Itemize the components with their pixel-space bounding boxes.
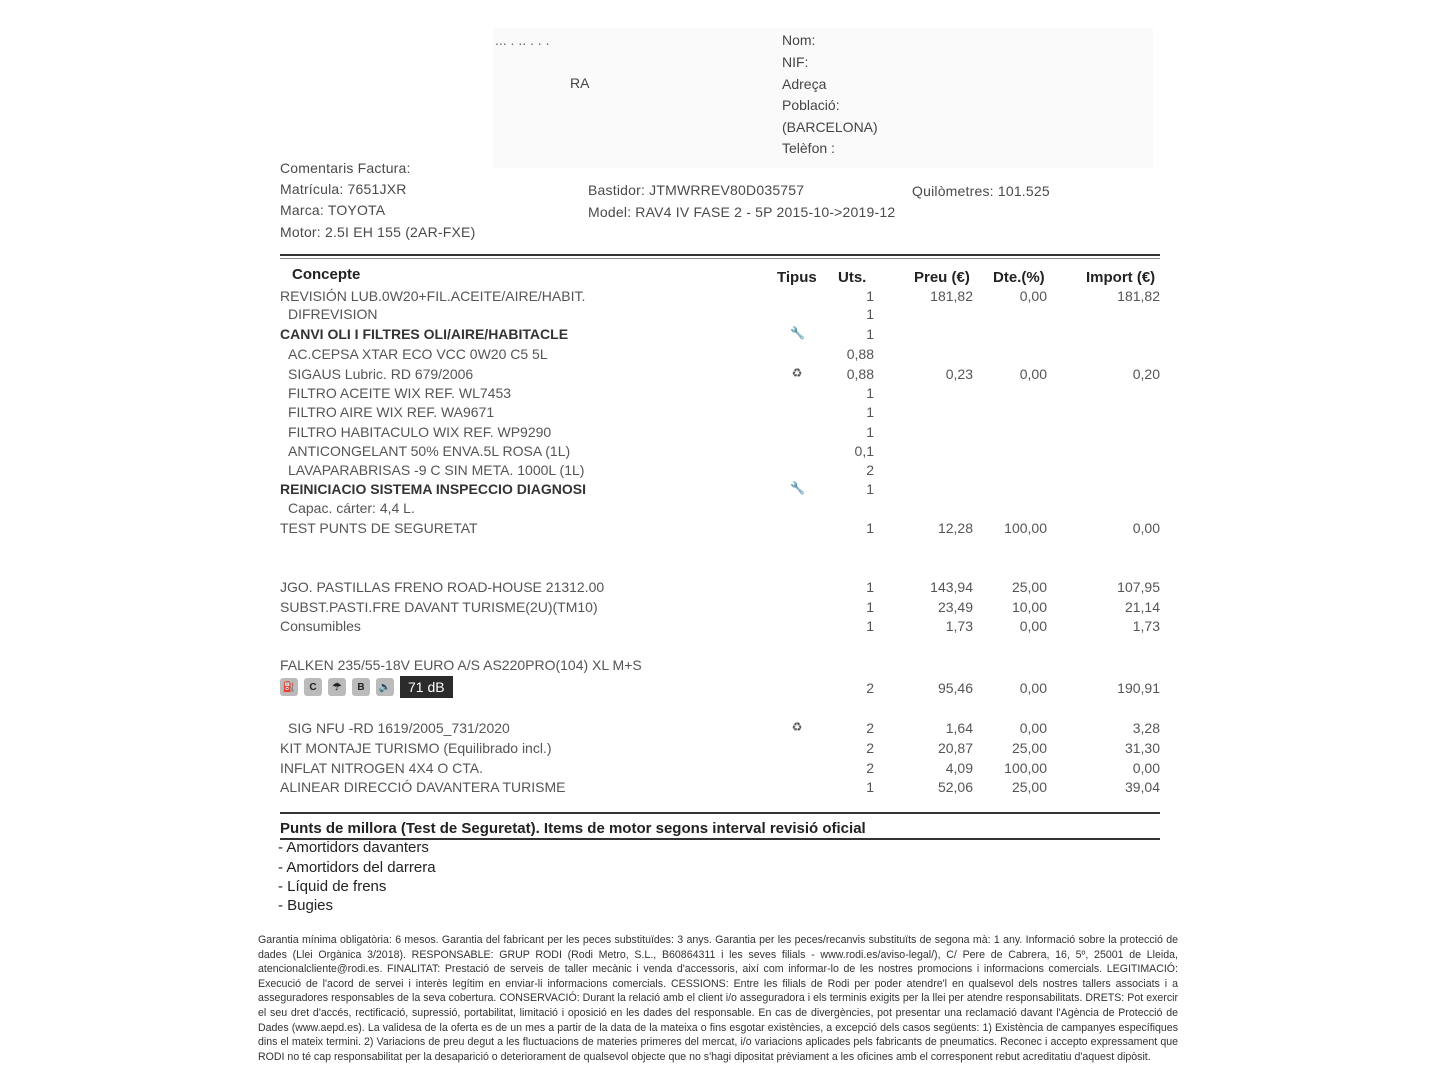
table-row — [0, 385, 1440, 405]
table-row — [0, 680, 1440, 700]
col-header-discount: Dte.(%) — [993, 269, 1045, 286]
line-description: FILTRO HABITACULO WIX REF. WP9290 — [288, 424, 552, 440]
line-description: SUBST.PASTI.FRE DAVANT TURISME(2U)(TM10) — [280, 599, 598, 615]
line-description: ANTICONGELANT 50% ENVA.5L ROSA (1L) — [288, 443, 571, 459]
line-description: CANVI OLI I FILTRES OLI/AIRE/HABITACLE — [280, 326, 569, 342]
line-units: 1 — [866, 424, 874, 440]
table-row — [0, 618, 1440, 638]
line-amount: 31,30 — [1124, 740, 1160, 756]
line-description: ALINEAR DIRECCIÓ DAVANTERA TURISME — [280, 779, 566, 795]
line-units: 0,1 — [854, 443, 874, 459]
line-units: 0,88 — [846, 366, 874, 382]
line-amount: 107,95 — [1117, 579, 1160, 595]
line-price: 23,49 — [937, 599, 973, 615]
legal-terms: Garantia mínima obligatòria: 6 mesos. Garantia del fabricant per les peces substituïdes: 3 anys. Garantia per les peces/recanvis substituïts de segona mà: 1 any. Informació sobre la protecció de dades (Llei Orgànica 3/2018). RESPONSABLE: GRUP RODI (Rodi Metro, S.L., B60864311 i les seves filials - www.rodi.es/aviso-legal/), C/ Pere de Cabrera, 16, 5º, 25001 de Lleida, atencionalcliente@rodi.es. FINALITAT: Prestació de serveis de taller mecànic i venda d'accessoris, així com informar-lo de les nostres promocions i informacions comercials. LEGITIMACIÓ: Execució de l'acord de servei i interès legítim en enviar-li informacions comercials. CESSIONS: Entre les filials de Rodi per poder atendre'l en qualsevol dels nostres tallers associats i a asseguradores responsables de la seva cobertura. CONSERVACIÓ: Durant la relació amb el client i/o asseguradora i els terminis exigits per la llei per atendre responsabilitats. DRETS: Pot exercir el seu dret d'accés, rectificació, supressió, portabilitat, limitació i oposició en les dades del responsable. En cas de divergències, pot presentar una reclamació davant l'Agència de Protecció de Dades (www.aepd.es). La validesa de la oferta es de un mes a partir de la data de la mateixa o fins esgotar existències, a excepció dels casos següents: 1) Existència de campanyes específiques dins el mateix termini. 2) Variacions de preu degut a les fluctuacions de materies primeres del mercat, i/o variacions aplicades pels fabricants de pneumatics. Reconec i accepto expressament que RODI no té cap responsabilitat per la desaparició o deteriorament de qualsevol objecte que no s'hagi dipositat prèviament a les oficines amb el corresponent rebut acreditatiu d'aquest dipòsit. — [258, 934, 1178, 1063]
line-discount: 0,00 — [1019, 288, 1047, 304]
line-units: 2 — [866, 680, 874, 696]
table-row — [0, 520, 1440, 540]
line-description: JGO. PASTILLAS FRENO ROAD-HOUSE 21312.00 — [280, 579, 605, 595]
recycle-icon: ♻ — [791, 720, 803, 734]
line-price: 20,87 — [937, 740, 973, 756]
line-discount: 25,00 — [1011, 779, 1047, 795]
line-description: FALKEN 235/55-18V EURO A/S AS220PRO(104) XL M+S — [280, 657, 642, 673]
noise-level: 71 dB — [400, 676, 453, 698]
customer-address-label: Adreça — [782, 76, 827, 92]
customer-city-value: (BARCELONA) — [782, 119, 878, 135]
line-units: 1 — [866, 579, 874, 595]
line-description: SIGAUS Lubric. RD 679/2006 — [288, 366, 474, 382]
vehicle-brand: Marca: TOYOTA — [280, 202, 386, 218]
wrench-icon: 🔧 — [790, 326, 805, 340]
customer-phone-label: Telèfon : — [782, 140, 835, 156]
improvement-item: - Líquid de frens — [278, 878, 387, 895]
line-description: DIFREVISION — [288, 306, 378, 322]
shop-header-line: ... . .. . . . — [495, 32, 550, 48]
table-row — [0, 366, 1440, 386]
col-header-type: Tipus — [777, 269, 817, 286]
line-amount: 3,28 — [1132, 720, 1160, 736]
improvement-item: - Amortidors del darrera — [278, 859, 436, 876]
table-row — [0, 720, 1440, 740]
line-amount: 1,73 — [1132, 618, 1160, 634]
line-discount: 10,00 — [1011, 599, 1047, 615]
improvements-title: Punts de millora (Test de Seguretat). Items de motor segons interval revisió oficial — [280, 820, 866, 837]
line-description: Consumibles — [280, 618, 361, 634]
line-price: 4,09 — [945, 760, 973, 776]
col-header-price: Preu (€) — [914, 269, 970, 286]
line-discount: 25,00 — [1011, 579, 1047, 595]
line-discount: 0,00 — [1019, 720, 1047, 736]
invoice-comments-label: Comentaris Factura: — [280, 160, 411, 176]
table-row — [0, 326, 1440, 346]
line-units: 1 — [866, 481, 874, 497]
table-row — [0, 288, 1440, 308]
line-units: 1 — [866, 779, 874, 795]
vehicle-mileage: Quilòmetres: 101.525 — [912, 183, 1050, 199]
line-amount: 0,00 — [1132, 520, 1160, 536]
line-discount: 0,00 — [1019, 618, 1047, 634]
vehicle-model: Model: RAV4 IV FASE 2 - 5P 2015-10->2019-12 — [588, 204, 896, 220]
customer-name-label: Nom: — [782, 32, 816, 48]
line-units: 1 — [866, 326, 874, 342]
line-price: 181,82 — [930, 288, 973, 304]
divider-top — [280, 254, 1160, 256]
wet-grip-grade-badge: B — [352, 678, 370, 696]
line-units: 1 — [866, 520, 874, 536]
col-header-amount: Import (€) — [1086, 269, 1156, 286]
line-description: INFLAT NITROGEN 4X4 O CTA. — [280, 760, 484, 776]
line-units: 2 — [866, 720, 874, 736]
table-row — [0, 481, 1440, 501]
wrench-icon: 🔧 — [790, 481, 805, 495]
line-description: AC.CEPSA XTAR ECO VCC 0W20 C5 5L — [288, 346, 548, 362]
line-units: 1 — [866, 599, 874, 615]
line-units: 1 — [866, 385, 874, 401]
table-row — [0, 404, 1440, 424]
line-price: 0,23 — [945, 366, 973, 382]
line-units: 0,88 — [846, 346, 874, 362]
line-description: LAVAPARABRISAS -9 C SIN META. 1000L (1L) — [288, 462, 585, 478]
customer-city-label: Població: — [782, 97, 840, 113]
table-row — [0, 599, 1440, 619]
line-price: 95,46 — [937, 680, 973, 696]
line-price: 143,94 — [930, 579, 973, 595]
line-amount: 181,82 — [1117, 288, 1160, 304]
line-price: 1,73 — [945, 618, 973, 634]
table-row — [0, 424, 1440, 444]
line-description: FILTRO ACEITE WIX REF. WL7453 — [288, 385, 512, 401]
line-amount: 21,14 — [1124, 599, 1160, 615]
improvement-item: - Bugies — [278, 897, 334, 914]
table-row — [0, 779, 1440, 799]
line-units: 2 — [866, 740, 874, 756]
table-row — [0, 443, 1440, 463]
line-amount: 39,04 — [1124, 779, 1160, 795]
line-units: 2 — [866, 760, 874, 776]
table-row — [0, 346, 1440, 366]
improvement-item: - Amortidors davanters — [278, 839, 429, 856]
customer-nif-label: NIF: — [782, 54, 809, 70]
line-units: 1 — [866, 306, 874, 322]
line-units: 2 — [866, 462, 874, 478]
divider-mid — [280, 812, 1160, 814]
tyre-eu-label — [280, 676, 453, 698]
col-header-units: Uts. — [838, 269, 867, 286]
vehicle-plate: Matrícula: 7651JXR — [280, 181, 407, 197]
shop-header-line-2: RA — [570, 75, 590, 91]
line-amount: 0,00 — [1132, 760, 1160, 776]
line-discount: 100,00 — [1004, 760, 1047, 776]
line-units: 1 — [866, 288, 874, 304]
line-discount: 0,00 — [1019, 680, 1047, 696]
fuel-grade-badge: C — [304, 678, 322, 696]
line-discount: 25,00 — [1011, 740, 1047, 756]
vehicle-engine: Motor: 2.5I EH 155 (2AR-FXE) — [280, 224, 476, 240]
line-amount: 0,20 — [1132, 366, 1160, 382]
line-units: 1 — [866, 404, 874, 420]
line-price: 12,28 — [937, 520, 973, 536]
line-description: TEST PUNTS DE SEGURETAT — [280, 520, 478, 536]
line-description: Capac. cárter: 4,4 L. — [288, 500, 415, 516]
line-description: REVISIÓN LUB.0W20+FIL.ACEITE/AIRE/HABIT. — [280, 288, 586, 304]
line-description: REINICIACIO SISTEMA INSPECCIO DIAGNOSI — [280, 481, 586, 497]
line-description: FILTRO AIRE WIX REF. WA9671 — [288, 404, 495, 420]
line-amount: 190,91 — [1117, 680, 1160, 696]
line-discount: 100,00 — [1004, 520, 1047, 536]
col-header-concept: Concepte — [292, 266, 361, 283]
table-row — [0, 579, 1440, 599]
table-row — [0, 462, 1440, 482]
line-description: SIG NFU -RD 1619/2005_731/2020 — [288, 720, 510, 736]
table-row — [0, 306, 1440, 326]
vehicle-vin: Bastidor: JTMWRREV80D035757 — [588, 182, 805, 198]
recycle-icon: ♻ — [791, 366, 803, 380]
line-description: KIT MONTAJE TURISMO (Equilibrado incl.) — [280, 740, 552, 756]
table-row — [0, 740, 1440, 760]
table-row — [0, 760, 1440, 780]
table-row — [0, 500, 1440, 520]
line-units: 1 — [866, 618, 874, 634]
line-discount: 0,00 — [1019, 366, 1047, 382]
table-row — [0, 657, 1440, 677]
line-price: 1,64 — [945, 720, 973, 736]
divider-top-2 — [280, 258, 1160, 259]
noise-icon: 🔊 — [376, 678, 394, 696]
wet-grip-icon: ☂ — [328, 678, 346, 696]
line-price: 52,06 — [937, 779, 973, 795]
fuel-efficiency-icon: ⛽ — [280, 678, 298, 696]
